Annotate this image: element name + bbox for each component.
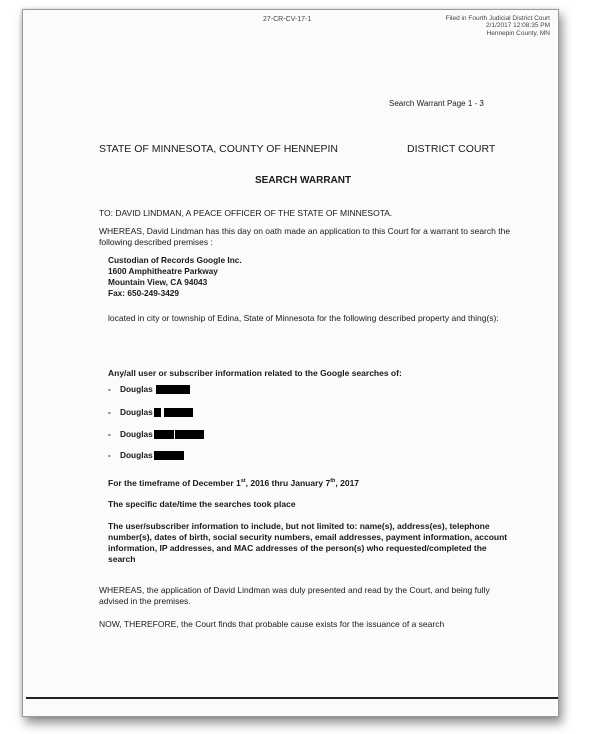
state-county-caption: STATE OF MINNESOTA, COUNTY OF HENNEPIN [99, 143, 338, 155]
filing-stamp-court: Filed in Fourth Judicial District Court [445, 15, 550, 22]
premises-line: Custodian of Records Google Inc. [108, 255, 242, 265]
premises-line: Mountain View, CA 94043 [108, 277, 208, 287]
ordinal-suffix: st [240, 478, 246, 484]
page-number-label: Search Warrant Page 1 - 3 [389, 99, 484, 108]
search-term-item [108, 384, 190, 394]
list-bullet: - [108, 450, 111, 460]
search-term-item [108, 450, 184, 460]
list-bullet: - [108, 429, 111, 439]
timeframe-middle: , 2016 thru January 7 [245, 477, 331, 488]
filing-stamp-county: Hennepin County, MN [486, 29, 550, 37]
located-paragraph: located in city or township of Edina, State of Minnesota for the following described property and thing(s): [108, 313, 499, 323]
premises-line: 1600 Amphitheatre Parkway [108, 266, 218, 276]
to-line: TO: DAVID LINDMAN, A PEACE OFFICER OF THE STATE OF MINNESOTA. [99, 208, 393, 218]
redaction-bar [156, 385, 190, 394]
redaction-bar [154, 430, 174, 439]
now-therefore-paragraph: NOW, THEREFORE, the Court finds that probable cause exists for the issuance of a search [99, 619, 445, 629]
list-bullet: - [108, 384, 111, 394]
document-page [22, 9, 559, 717]
redaction-bar [175, 430, 204, 439]
property-intro: Any/all user or subscriber information related to the Google searches of: [108, 368, 402, 378]
redaction-bar [164, 408, 193, 417]
list-bullet: - [108, 407, 111, 417]
court-caption: DISTRICT COURT [407, 143, 496, 155]
whereas-application-paragraph: WHEREAS, David Lindman has this day on oath made an application to this Court for a warrant to search the following described premises : [99, 226, 511, 247]
document-title: SEARCH WARRANT [255, 175, 352, 186]
timeframe-line [108, 476, 359, 489]
search-term-item [108, 429, 204, 439]
redaction-bar [154, 408, 161, 417]
search-term-name: Douglas [120, 450, 153, 460]
timeframe-suffix: , 2017 [335, 477, 360, 488]
filing-stamp-datetime: 2/1/2017 12:08:35 PM [486, 22, 550, 30]
search-term-name: Douglas [120, 407, 153, 417]
search-term-item [108, 407, 193, 417]
page-bottom-rule [26, 697, 558, 699]
ordinal-suffix: th [330, 478, 336, 484]
timeframe-prefix: For the timeframe of December 1 [108, 477, 241, 488]
premises-line: Fax: 650-249-3429 [108, 288, 180, 298]
case-number: 27-CR-CV-17-1 [263, 16, 312, 23]
whereas-presented-paragraph: WHEREAS, the application of David Lindman was duly presented and read by the Court, and being fully advised in the premises. [99, 585, 490, 606]
specific-datetime-line: The specific date/time the searches took place [108, 499, 296, 509]
user-info-paragraph: The user/subscriber information to include, but not limited to: name(s), address(es), telephone number(s), dates of birth, social security numbers, email addresses, payment information, account information, IP addresses, and MAC addresses of the person(s) who requested/completed the search [108, 521, 508, 564]
redaction-bar [154, 451, 184, 460]
filing-stamp [446, 15, 550, 37]
premises-address [108, 255, 242, 299]
search-term-name: Douglas [120, 384, 153, 394]
search-term-name: Douglas [120, 429, 153, 439]
